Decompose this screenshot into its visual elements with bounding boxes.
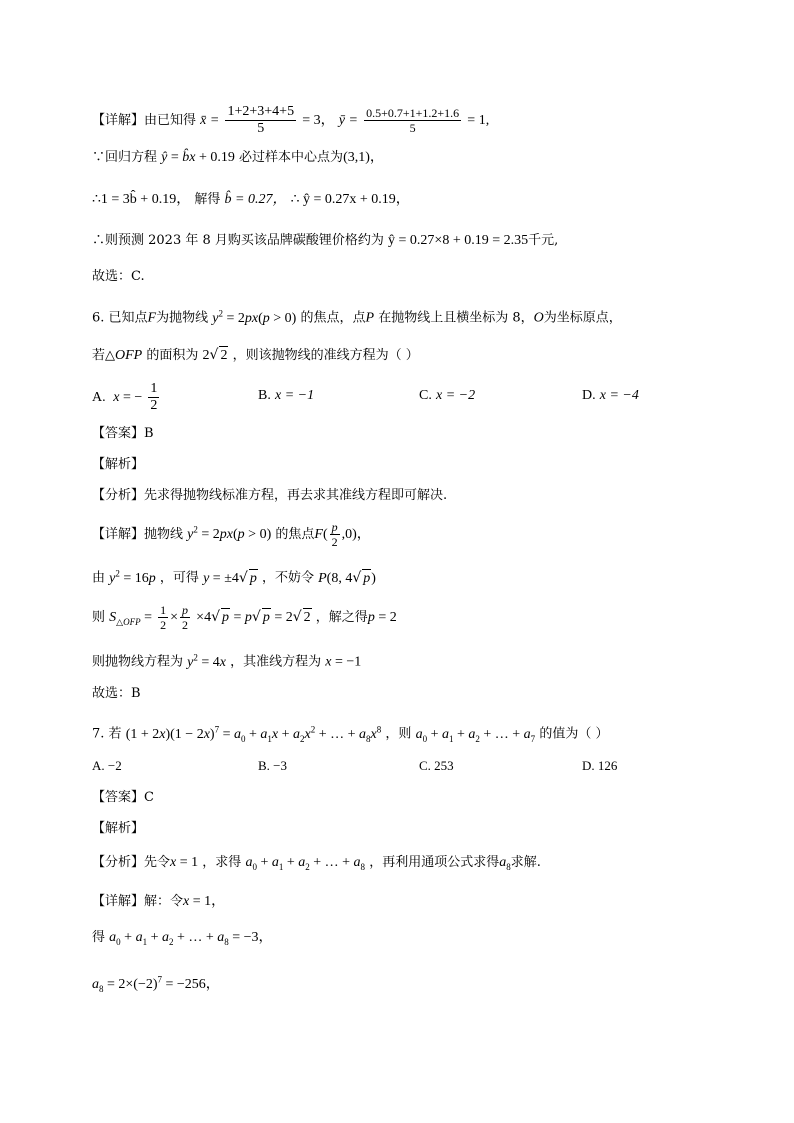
answer-7: 【答案】C — [92, 790, 154, 805]
question-6-line-1: 6. 已知点F为抛物线 $y^2 = 2px(p > 0)$ 的焦点，点P 在抛物线上且横坐标为 8，O为坐标原点， — [92, 308, 622, 326]
choice-c-line: 故选：C. — [92, 269, 145, 284]
q7-option-b: B. −3 — [258, 758, 288, 773]
detail-6-line-2: 由 $y^2 = 16p$ ，可得 y = ±4√ p ，不妨令 P(8, 4√ p) — [92, 568, 376, 586]
choice-b-line: 故选：B — [92, 686, 141, 701]
detail-line-means: 【详解】由已知得 x̄ = $\frac{1+2+3+4+5}{5}$ = 3， ȳ = $\frac{0.5+0.7+1+1.2+1.6}{5}$ = 1, — [92, 104, 490, 136]
analysis-7-heading: 【解析】 — [92, 821, 145, 836]
regression-line: ∵回归方程 ŷ = b̂x + 0.19 必过样本中心点为(3,1)， — [92, 150, 384, 165]
question-6-line-2: 若△OFP 的面积为 2√ 2 ，则该抛物线的准线方程为（ ） — [92, 347, 419, 363]
analysis-7-summary: 【分析】先令x = 1 ，求得 $a_0 + a_1 + a_2$ + … + $a_8$ ，再利用通项公式求得$a_8$求解. — [92, 855, 541, 872]
analysis-6-heading: 【解析】 — [92, 457, 145, 472]
detail-7-line-1: 【详解】解：令x = 1， — [92, 894, 226, 909]
detail-6-line-1: 【详解】抛物线 $y^2 = 2px(p > 0)$ 的焦点F( $\frac{p}{2}$ ,0)， — [92, 520, 371, 549]
detail-7-line-2: 得 $a_0 + a_1 + a_2$ + … + $a_8 = -3$， — [92, 930, 273, 947]
option-d: D. x = −4 — [582, 388, 639, 403]
solve-b-line: ∴1 = 3b̂ + 0.19， 解得 b̂ = 0.27， ∴ ŷ = 0.27x + 0.19， — [92, 192, 410, 207]
option-b: B. x = −1 — [258, 388, 315, 403]
question-7: 7. 若 $(1 + 2x)(1 - 2x)^7 = a_0 + a_1x + a_2x^2$ + … + $a_8x^8$ ，则 $a_0 + a_1 + a_2$ + … + $a_7$ 的值为（ ） — [92, 724, 609, 744]
detail-6-line-4: 则抛物线方程为 $y^2 = 4x$ ，其准线方程为 x = −1 — [92, 652, 362, 670]
detail-6-line-3: 则 $S_{\triangle OFP}$ = $\frac{1}{2}$ × $\frac{p}{2}$ ×4√ p = p√ p = 2√ 2 ，解之得p = 2 — [92, 603, 397, 632]
analysis-6-summary: 【分析】先求得抛物线标准方程，再去求其准线方程即可解决. — [92, 488, 448, 503]
q7-option-a: A. −2 — [92, 758, 122, 773]
answer-6: 【答案】B — [92, 426, 154, 441]
q7-option-c: C. 253 — [419, 758, 454, 773]
q7-option-d: D. 126 — [582, 758, 618, 773]
option-a: A. x = − $\frac{1}{2}$ — [92, 381, 158, 413]
detail-7-line-3: $a_8 = 2\times(-2)^7 = -256$， — [92, 974, 220, 994]
option-c: C. x = −2 — [419, 388, 476, 403]
prediction-line: ∴则预测 2023 年 8 月购买该品牌碳酸锂价格约为 ŷ = 0.27×8 + 0.19 = 2.35千元, — [92, 233, 559, 248]
